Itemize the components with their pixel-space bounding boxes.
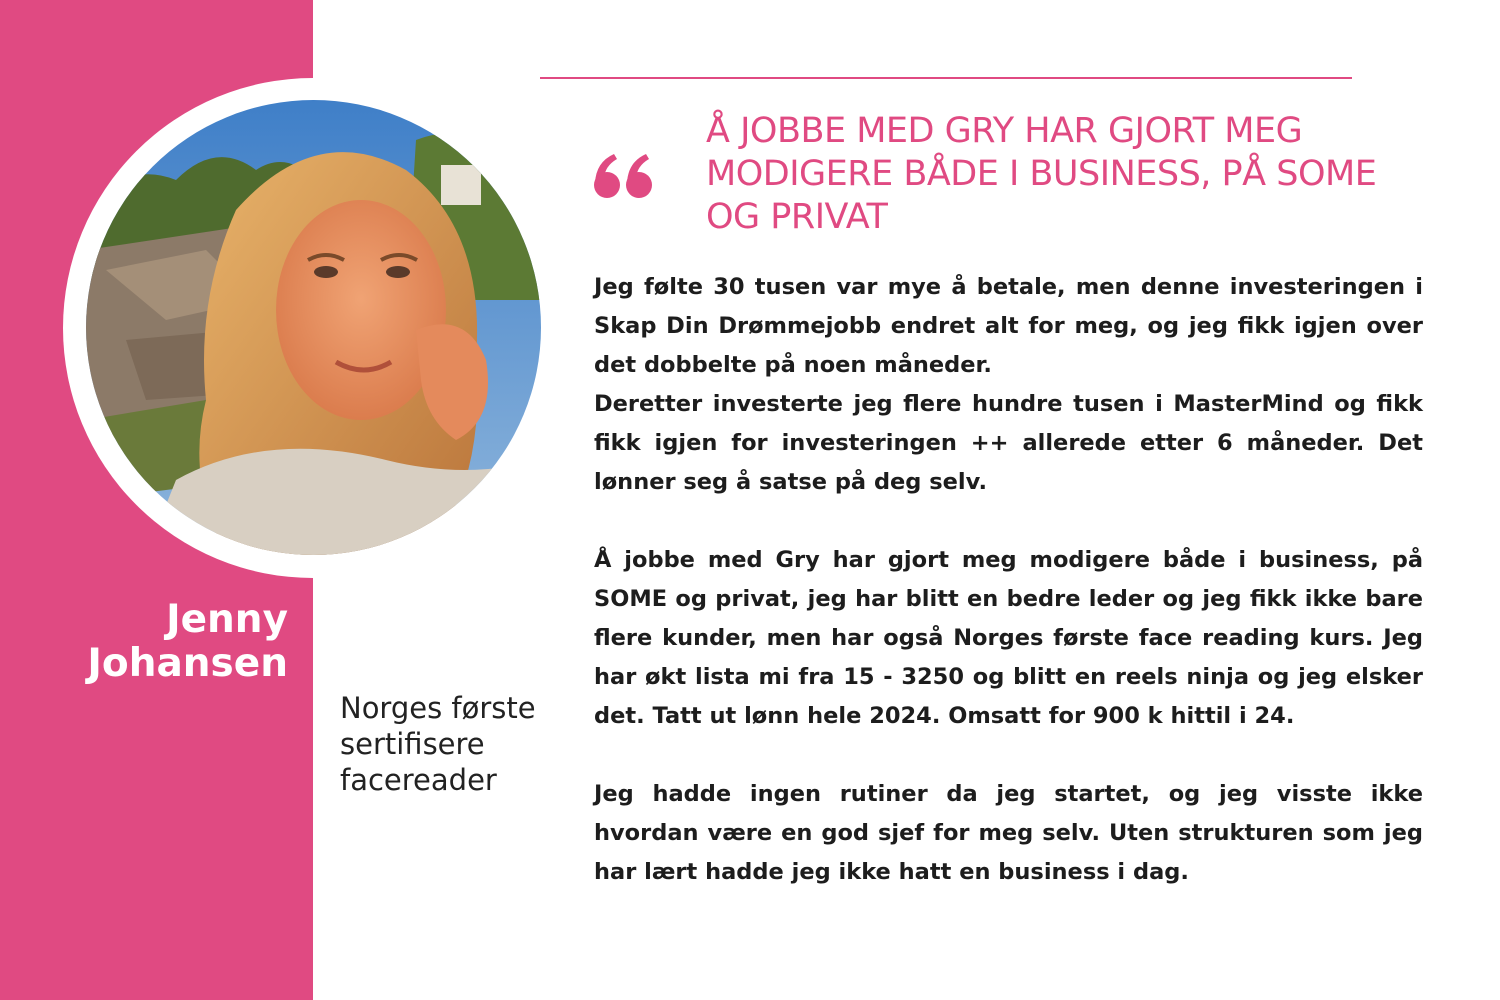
paragraph-gap bbox=[594, 736, 1423, 775]
testimonial-headline: Å JOBBE MED GRY HAR GJORT MEG MODIGERE BÅDE I BUSINESS, PÅ SOME OG PRIVAT bbox=[706, 111, 1377, 237]
testimonial-paragraph: Jeg hadde ingen rutiner da jeg startet, og jeg visste ikke hvordan være en god sjef for meg selv. Uten strukturen som jeg har lært hadde jeg ikke hatt en business i dag. bbox=[594, 781, 1423, 885]
divider-line bbox=[540, 77, 1352, 79]
paragraph-gap bbox=[594, 502, 1423, 541]
testimonial-paragraph: Jeg følte 30 tusen var mye å betale, men denne investeringen i Skap Din Drømmejobb endret alt for meg, og jeg fikk igjen over det dobbelte på noen måneder. bbox=[594, 274, 1423, 378]
portrait-photo bbox=[86, 100, 541, 555]
person-role: Norges første sertifisere facereader bbox=[340, 691, 536, 797]
testimonial-body bbox=[594, 268, 1423, 892]
person-name: Jenny Johansen bbox=[87, 597, 288, 686]
testimonial-paragraph: Deretter investerte jeg flere hundre tusen i MasterMind og fikk fikk igjen for investeringen ++ allerede etter 6 måneder. Det lønner seg å satse på deg selv. bbox=[594, 391, 1423, 495]
testimonial-paragraph: Å jobbe med Gry har gjort meg modigere både i business, på SOME og privat, jeg har blitt en bedre leder og jeg fikk ikke bare flere kunder, men har også Norges første face reading kurs. Jeg har økt lista mi fra 15 - 3250 og blitt en reels ninja og jeg elsker det. Tatt ut lønn hele 2024. Omsatt for 900 k hittil i 24. bbox=[594, 547, 1423, 729]
quote-mark-icon bbox=[592, 152, 654, 200]
